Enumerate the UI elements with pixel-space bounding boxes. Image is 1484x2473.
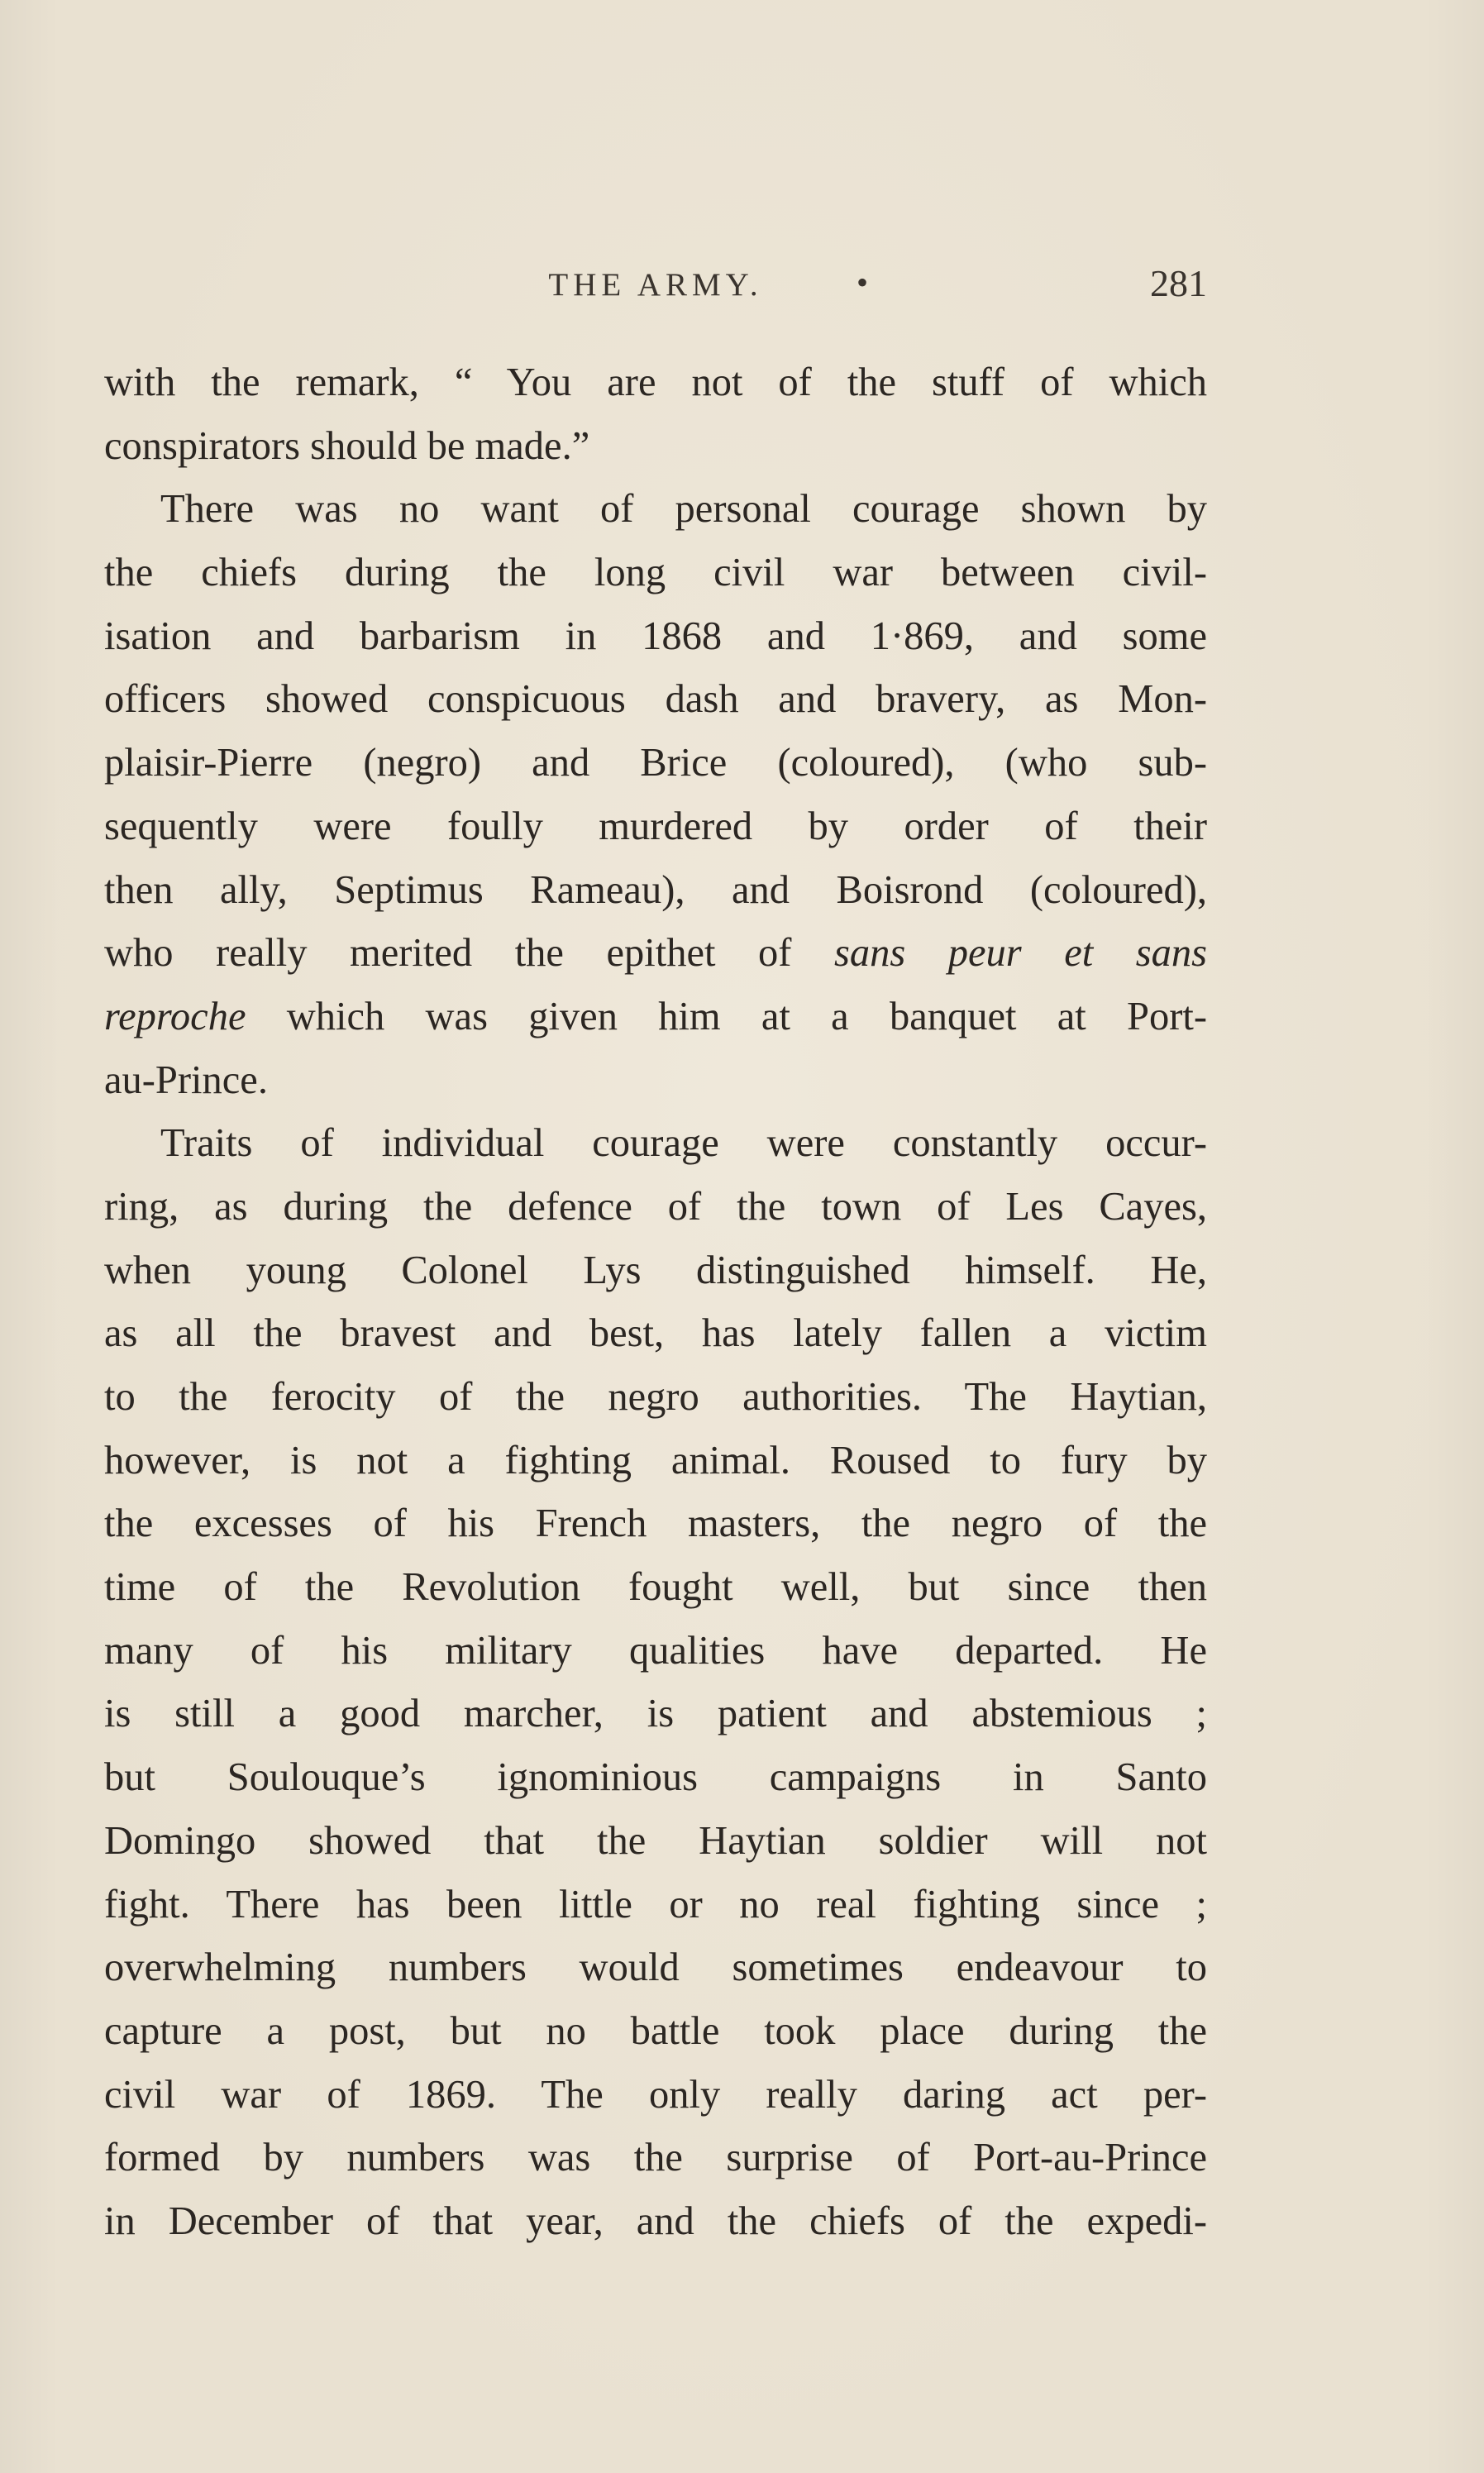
text-line: plaisir-Pierre (negro) and Brice (coloured), (who sub- [104,741,1207,785]
header-separator-dot: • [857,264,869,301]
italic-phrase: sans peur et sans [833,931,1207,976]
text-line: overwhelming numbers would sometimes endeavour to [104,1945,1207,1990]
text-line: isation and barbarism in 1868 and 1·869, and some [104,613,1207,658]
text-line: to the ferocity of the negro authorities. The Haytian, [104,1375,1207,1419]
text-line: conspirators should be made.” [104,423,590,468]
text-line: as all the bravest and best, has lately fallen a victim [104,1311,1207,1356]
text-line: many of his military qualities have departed. He [104,1628,1207,1673]
text-line [104,986,1207,1049]
page-number: 281 [1150,262,1207,304]
text-line: the chiefs during the long civil war between civil- [104,551,1207,595]
text-line: capture a post, but no battle took place during the [104,2008,1207,2053]
text-line: time of the Revolution fought well, but since then [104,1565,1207,1610]
text-line: civil war of 1869. The only really daring act per- [104,2072,1207,2117]
text-line: fight. There has been little or no real fighting since ; [104,1882,1207,1926]
text-line: officers showed conspicuous dash and bravery, as Mon- [104,677,1207,722]
text-line: is still a good marcher, is patient and abstemious ; [104,1692,1207,1736]
italic-phrase: reproche [104,994,246,1038]
text-line: formed by numbers was the surprise of Port-au-Prince [104,2136,1207,2180]
text-line: in December of that year, and the chiefs of the expedi- [104,2198,1207,2243]
running-head [104,263,1207,313]
text-line: ring, as during the defence of the town of Les Cayes, [104,1184,1207,1229]
text-line: sequently were foully murdered by order of their [104,804,1207,848]
paragraph-start-line: Traits of individual courage were constantly occur- [160,1121,1207,1166]
text-line: au-Prince. [104,1057,268,1102]
text-line: however, is not a fighting animal. Roused to fury by [104,1438,1207,1482]
paragraph-start-line: There was no want of personal courage shown by [160,487,1207,532]
text-line: but Soulouque’s ignominious campaigns in Santo [104,1755,1207,1800]
text-line: then ally, Septimus Rameau), and Boisrond (coloured), [104,867,1207,912]
text-line: when young Colonel Lys distinguished himself. He, [104,1248,1207,1292]
chapter-title: THE ARMY. [548,267,763,303]
body-text [104,351,1207,2254]
text-segment: who really merited the epithet of [104,931,834,976]
text-line [104,922,1207,986]
text-line: with the remark, “ You are not of the stuff of which [104,360,1207,404]
text-line: the excesses of his French masters, the negro of the [104,1501,1207,1546]
text-segment: which was given him at a banquet at Port- [246,994,1207,1038]
text-line: Domingo showed that the Haytian soldier will not [104,1818,1207,1863]
